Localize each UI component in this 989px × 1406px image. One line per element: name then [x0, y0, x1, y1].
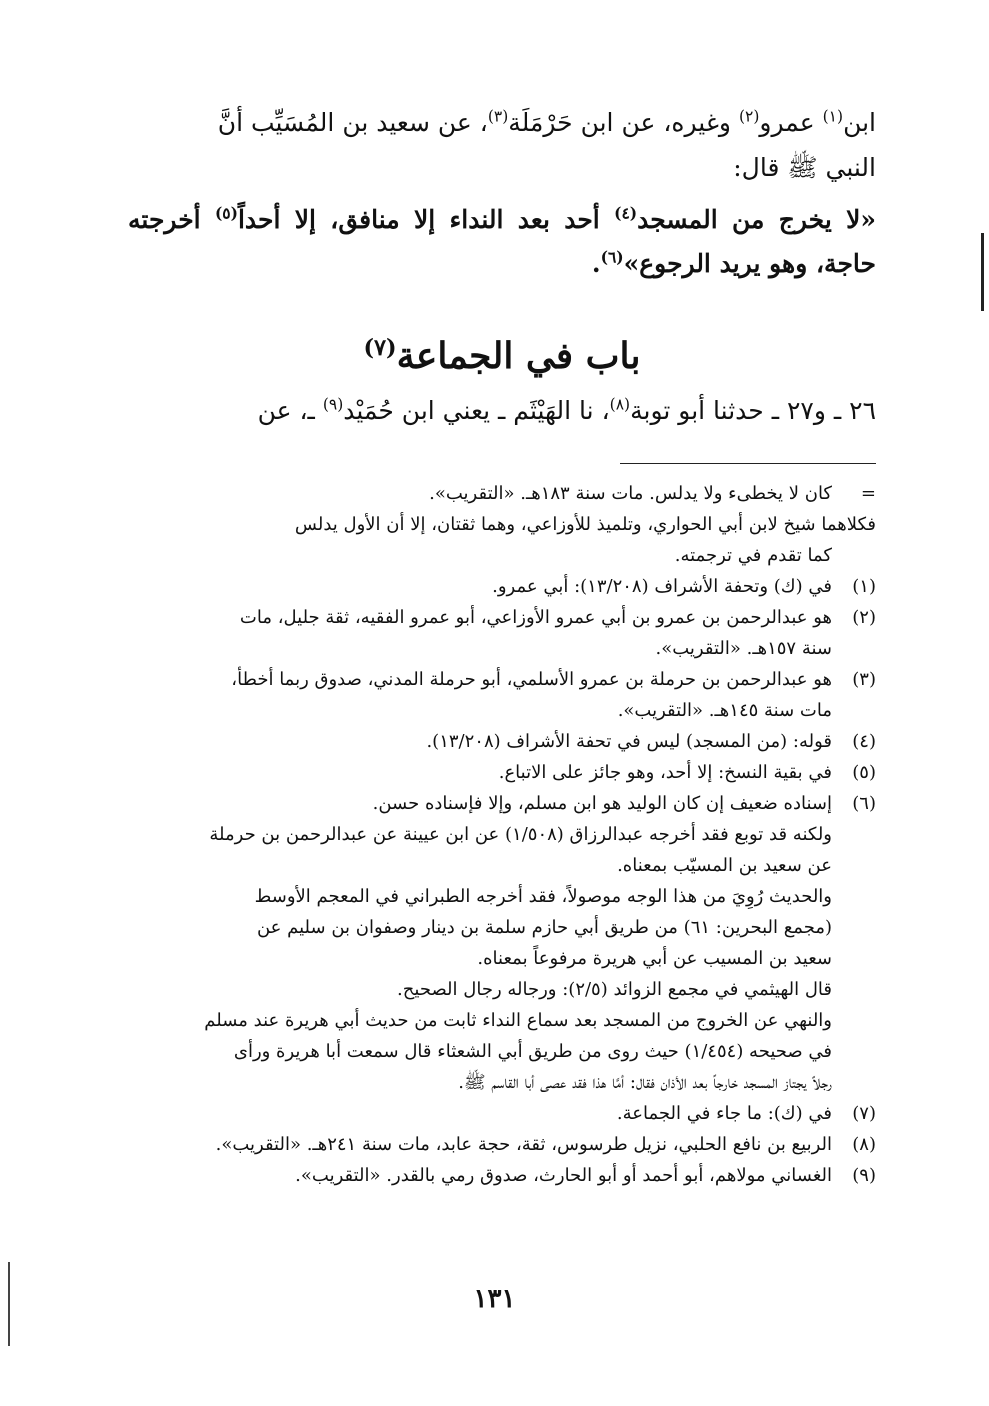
footnote-number: (٣): [852, 669, 876, 690]
chain-part: ٢٦ ـ و٢٧ ـ حدثنا أبو توبة: [630, 396, 876, 425]
footnote-ref: (٥): [214, 203, 238, 223]
main-text: وغيره، عن ابن حَرْمَلَة: [508, 108, 731, 137]
footnote-number: (٢): [852, 607, 876, 628]
footnote-line: في (ك) وتحفة الأشراف (١٣/٢٠٨): أبي عمرو.: [492, 576, 832, 597]
footnote-ref: (٨): [609, 395, 631, 414]
footnote-body: [128, 788, 832, 1098]
footnote-item: [128, 788, 876, 1098]
footnote-ref: (٢): [738, 107, 760, 126]
footnote-body: [128, 571, 832, 602]
footnote-ref: (٩): [322, 395, 344, 414]
footnote-line: والحديث رُوِيَ من هذا الوجه موصولاً، فقد أخرجه الطبراني في المعجم الأوسط: [254, 886, 832, 907]
footnote-number: (٩): [852, 1165, 876, 1186]
footnote-ref: (٧): [363, 335, 397, 361]
footnote-number: (٤): [852, 731, 876, 752]
footnote-body: [128, 478, 832, 509]
footnote-line: كان لا يخطىء ولا يدلس. مات سنة ١٨٣هـ. «التقريب».: [429, 483, 832, 504]
footnote-continuation: [128, 478, 876, 509]
hadith-part: أحد بعد النداء إلا منافق، إلا أحداً: [237, 205, 600, 234]
footnote-line: كما تقدم في ترجمته.: [674, 545, 832, 566]
chapter-title: باب في الجماعة: [396, 335, 641, 377]
footnote-body: [128, 1129, 832, 1160]
hadith-part: «لا يخرج من المسجد: [637, 205, 876, 234]
footnote-body: [128, 664, 832, 726]
footnote-item: [128, 1129, 876, 1160]
footnotes: [128, 478, 876, 1191]
footnote-number: (٨): [852, 1134, 876, 1155]
page-number: ١٣١: [473, 1284, 516, 1314]
footnote-number: (٥): [852, 762, 876, 783]
footnote-line: سنة ١٥٧هـ. «التقريب».: [655, 638, 832, 659]
footnote-body: [128, 602, 832, 664]
footnote-line: ولكنه قد توبع فقد أخرجه عبدالرزاق (١/٥٠٨) عن ابن عيينة عن عبدالرحمن بن حرملة: [209, 824, 832, 845]
chain-part: ـ، عن: [257, 396, 315, 425]
footnote-separator: [620, 463, 876, 464]
footnote-ref: (٣): [487, 107, 509, 126]
footnote-line: قوله: (من المسجد) ليس في تحفة الأشراف (١٣/٢٠٨).: [426, 731, 832, 752]
footnote-item: [128, 1160, 876, 1191]
footnote-ref: (١): [822, 107, 844, 126]
hadith-part: أخرجته حاجة، وهو يريد الرجوع»: [128, 205, 876, 278]
hadith-part: .: [591, 249, 601, 278]
footnote-line: فكلاهما شيخ لابن أبي الحواري، وتلميذ للأوزاعي، وهما ثقتان، إلا أن الأول يدلس: [294, 514, 876, 535]
footnote-line: في صحيحه (١/٤٥٤) حيث روى من طريق أبي الشعثاء قال سمعت أبا هريرة ورأى: [233, 1041, 832, 1062]
footnote-body: [128, 757, 832, 788]
footnote-line: رجلاً يجتاز المسجد خارجاً بعد الأذان فقال: أمَّا هذا فقد عصى أبا القاسم ﷺ.: [458, 1072, 832, 1093]
footnote-line: في بقية النسخ: إلا أحد، وهو جائز على الاتباع.: [498, 762, 832, 783]
chapter-heading: [128, 326, 876, 386]
main-text: ابن: [843, 108, 876, 137]
footnote-line: الغساني مولاهم، أبو أحمد أو أبو الحارث، صدوق رمي بالقدر. «التقريب».: [295, 1165, 832, 1186]
narration-chain: [128, 386, 876, 436]
footnote-ref: (٦): [600, 247, 624, 267]
footnote-line: قال الهيثمي في مجمع الزوائد (٢/٥): ورجاله رجال الصحيح.: [397, 979, 832, 1000]
footnote-item: [128, 571, 876, 602]
footnote-line: والنهي عن الخروج من المسجد بعد سماع النداء ثابت من حديث أبي هريرة عند مسلم: [204, 1010, 832, 1031]
hadith-text: [128, 198, 876, 286]
footnote-item: [128, 757, 876, 788]
footnote-line: سعيد بن المسيب عن أبي هريرة مرفوعاً بمعناه.: [477, 948, 832, 969]
main-line: [128, 100, 876, 145]
main-line: النبي ﷺ قال:: [733, 153, 876, 182]
footnote-item: [128, 602, 876, 664]
footnote-line: الربيع بن نافع الحلبي، نزيل طرسوس، ثقة، حجة عابد، مات سنة ٢٤١هـ. «التقريب».: [215, 1134, 832, 1155]
footnote-line: هو عبدالرحمن بن حرملة بن عمرو الأسلمي، أبو حرملة المدني، صدوق ربما أخطأ،: [231, 669, 832, 690]
footnote-ref: (٤): [614, 203, 638, 223]
footnote-line: في (ك): ما جاء في الجماعة.: [616, 1103, 832, 1124]
footnote-line: إسناده ضعيف إن كان الوليد هو ابن مسلم، وإلا فإسناده حسن.: [372, 793, 832, 814]
footnote-body: [128, 1098, 832, 1129]
chain-part: ، نا الهَيْثَم ـ يعني ابن حُمَيْد: [343, 396, 610, 425]
footnote-line: عن سعيد بن المسيّب بمعناه.: [617, 855, 832, 876]
footnote-line: هو عبدالرحمن بن عمرو بن أبي عمرو الأوزاعي، أبو عمرو الفقيه، ثقة جليل، مات: [239, 607, 832, 628]
footnote-number: (٧): [852, 1103, 876, 1124]
margin-mark: [981, 233, 984, 311]
footnote-body: [128, 726, 832, 757]
footnote-number: (٦): [852, 793, 876, 814]
main-paragraph: [128, 100, 876, 190]
footnote-line: مات سنة ١٤٥هـ. «التقريب».: [617, 700, 832, 721]
main-text: ، عن سعيد بن المُسَيِّب أنَّ: [217, 108, 488, 137]
footnote-item: [128, 664, 876, 726]
main-text: عمرو: [759, 108, 815, 137]
footnote-item: [128, 726, 876, 757]
footnote-number: (١): [852, 576, 876, 597]
footnote-line: (مجمع البحرين: ٦١) من طريق أبي حازم سلمة بن دينار وصفوان بن سليم عن: [256, 917, 832, 938]
footnote-body: [128, 1160, 832, 1191]
continuation-marker: =: [860, 483, 876, 504]
footnote-item: [128, 1098, 876, 1129]
